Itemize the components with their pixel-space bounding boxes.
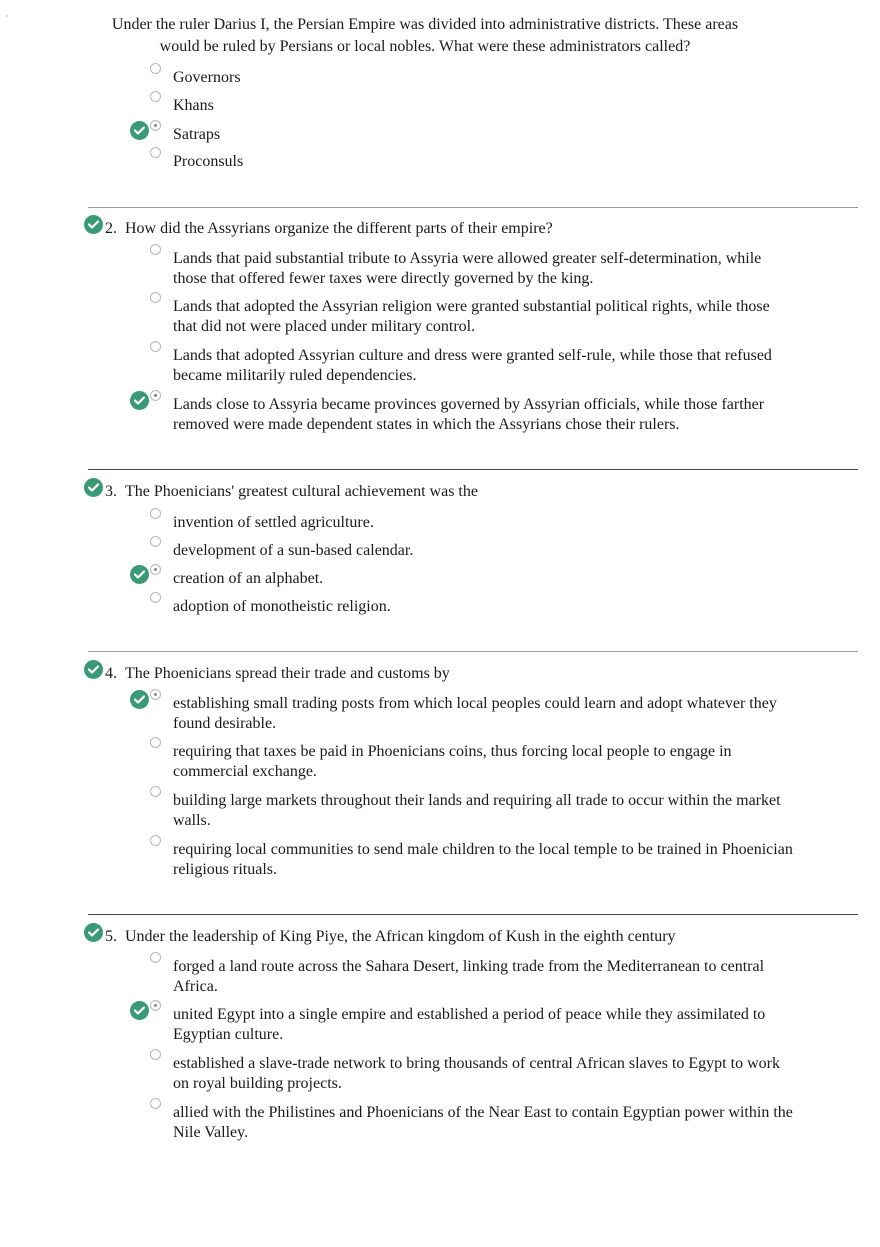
option-label: adoption of monotheistic religion. xyxy=(173,598,391,615)
question-number: 5. xyxy=(105,928,117,945)
option-label: Governors xyxy=(173,69,241,86)
option-label: Proconsuls xyxy=(173,153,244,170)
q4-option-2[interactable] xyxy=(130,742,793,782)
radio-button[interactable] xyxy=(150,341,161,352)
question-3-text: The Phoenicians' greatest cultural achievement was the xyxy=(125,483,478,500)
question-divider xyxy=(88,651,858,652)
question-5-text: Under the leadership of King Piye, the African kingdom of Kush in the eighth century xyxy=(125,928,676,945)
radio-button-selected[interactable] xyxy=(150,689,161,700)
q5-option-2[interactable] xyxy=(130,1005,793,1045)
option-label: united Egypt into a single empire and established a period of peace while they assimilated to Egyptian culture. xyxy=(173,1006,766,1043)
q3-option-3[interactable] xyxy=(130,569,793,589)
question-divider xyxy=(88,469,858,470)
radio-button[interactable] xyxy=(150,508,161,519)
option-label: Satraps xyxy=(173,126,221,143)
option-label: Lands close to Assyria became provinces governed by Assyrian officials, while those farther removed were made dependent states in which the Assyrians chose their rulers. xyxy=(173,396,765,433)
q2-option-3[interactable] xyxy=(130,346,793,386)
radio-button[interactable] xyxy=(150,786,161,797)
q3-option-1[interactable] xyxy=(130,513,793,533)
option-label: forged a land route across the Sahara Desert, linking trade from the Mediterranean to central Africa. xyxy=(173,958,765,995)
question-correct-check-icon xyxy=(84,660,103,679)
option-label: building large markets throughout their lands and requiring all trade to occur within the market walls. xyxy=(173,792,781,829)
question-correct-check-icon xyxy=(84,215,103,234)
correct-check-icon xyxy=(130,391,149,410)
question-2-text: How did the Assyrians organize the different parts of their empire? xyxy=(125,220,553,237)
option-label: invention of settled agriculture. xyxy=(173,514,374,531)
radio-button-selected[interactable] xyxy=(150,1000,161,1011)
q3-option-2[interactable] xyxy=(130,541,793,561)
q2-option-4[interactable] xyxy=(130,395,793,435)
q4-option-1[interactable] xyxy=(130,694,793,734)
correct-check-icon xyxy=(130,121,149,140)
q5-option-4[interactable] xyxy=(130,1103,793,1143)
question-number: 2. xyxy=(105,220,117,237)
question-1-text: Under the ruler Darius I, the Persian Empire was divided into administrative districts. These areas would be ruled by Persians or local nobles. What were these administrators called? xyxy=(111,16,739,55)
radio-button[interactable] xyxy=(150,63,161,74)
q2-option-2[interactable] xyxy=(130,297,793,337)
q5-option-1[interactable] xyxy=(130,957,793,997)
question-divider xyxy=(88,207,858,208)
option-label: requiring local communities to send male children to the local temple to be trained in Phoenician religious rituals. xyxy=(173,841,793,878)
correct-check-icon xyxy=(130,1001,149,1020)
radio-button[interactable] xyxy=(150,952,161,963)
question-correct-check-icon xyxy=(84,478,103,497)
option-label: Khans xyxy=(173,97,214,114)
radio-button[interactable] xyxy=(150,737,161,748)
q3-option-4[interactable] xyxy=(130,597,793,617)
radio-button[interactable] xyxy=(150,292,161,303)
correct-check-icon xyxy=(130,690,149,709)
radio-button[interactable] xyxy=(150,244,161,255)
radio-button[interactable] xyxy=(150,1049,161,1060)
question-divider xyxy=(88,914,858,915)
radio-button[interactable] xyxy=(150,147,161,158)
option-label: creation of an alphabet. xyxy=(173,570,324,587)
option-label: established a slave-trade network to bring thousands of central African slaves to Egypt to work on royal building projects. xyxy=(173,1055,780,1092)
radio-button[interactable] xyxy=(150,536,161,547)
page-corner-mark: ' xyxy=(6,14,8,25)
question-number: 3. xyxy=(105,483,117,500)
option-label: Lands that adopted Assyrian culture and dress were granted self-rule, while those that refused became militarily ruled dependencies. xyxy=(173,347,772,384)
question-4-text: The Phoenicians spread their trade and customs by xyxy=(125,665,450,682)
radio-button[interactable] xyxy=(150,835,161,846)
question-correct-check-icon xyxy=(84,923,103,942)
question-4-header xyxy=(84,664,450,684)
question-2-header xyxy=(84,219,553,239)
q1-option-4[interactable] xyxy=(130,152,793,172)
radio-button-selected[interactable] xyxy=(150,120,161,131)
option-label: Lands that paid substantial tribute to Assyria were allowed greater self-determination, while those that offered fewer taxes were directly governed by the king. xyxy=(173,250,762,287)
option-label: allied with the Philistines and Phoenicians of the Near East to contain Egyptian power within the Nile Valley. xyxy=(173,1104,793,1141)
radio-button[interactable] xyxy=(150,1098,161,1109)
q1-option-2[interactable] xyxy=(130,96,793,116)
q2-option-1[interactable] xyxy=(130,249,793,289)
option-label: development of a sun-based calendar. xyxy=(173,542,414,559)
q1-option-1[interactable] xyxy=(130,68,793,88)
q1-option-3[interactable] xyxy=(130,125,793,145)
radio-button[interactable] xyxy=(150,91,161,102)
correct-check-icon xyxy=(130,565,149,584)
radio-button-selected[interactable] xyxy=(150,390,161,401)
q4-option-4[interactable] xyxy=(130,840,793,880)
option-label: Lands that adopted the Assyrian religion were granted substantial political rights, while those that did not were placed under military control. xyxy=(173,298,770,335)
question-5-header xyxy=(84,927,676,947)
q4-option-3[interactable] xyxy=(130,791,793,831)
radio-button-selected[interactable] xyxy=(150,564,161,575)
question-3-header xyxy=(84,482,478,502)
q5-option-3[interactable] xyxy=(130,1054,793,1094)
option-label: requiring that taxes be paid in Phoenicians coins, thus forcing local people to engage in commercial exchange. xyxy=(173,743,732,780)
radio-button[interactable] xyxy=(150,592,161,603)
question-number: 4. xyxy=(105,665,117,682)
option-label: establishing small trading posts from which local peoples could learn and adopt whatever they found desirable. xyxy=(173,695,777,732)
